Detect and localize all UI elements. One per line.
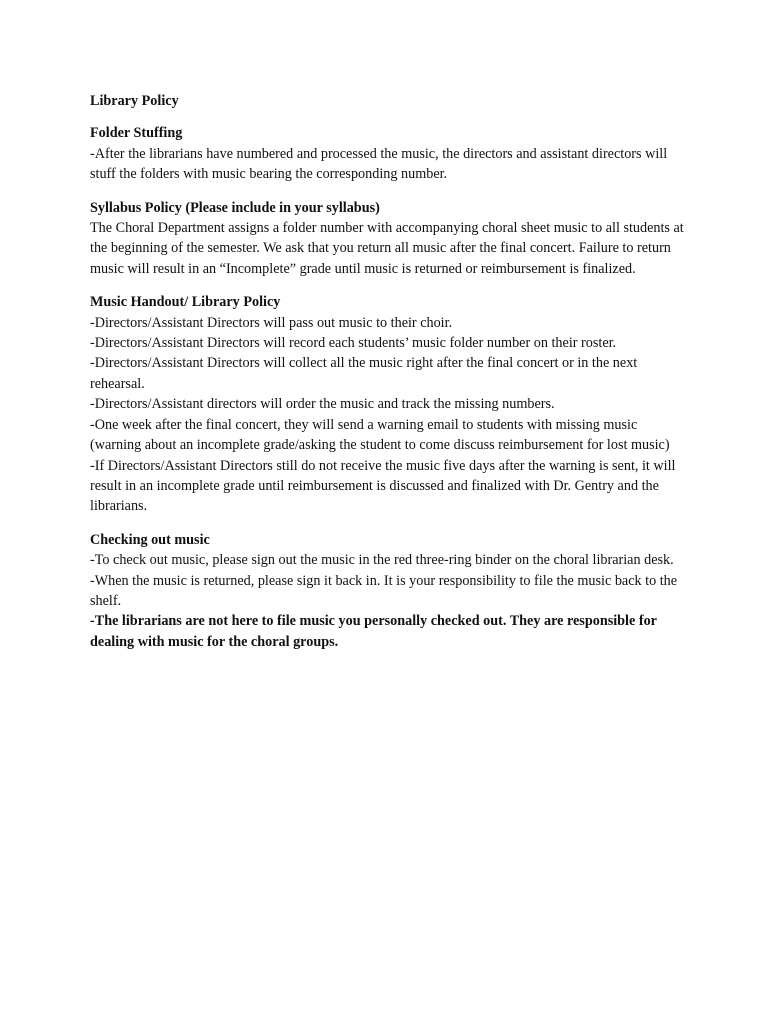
section-music-handout xyxy=(90,292,684,516)
section-checking-out-music xyxy=(90,530,684,652)
paragraph: -After the librarians have numbered and processed the music, the directors and assistant directors will stuff the folders with music bearing the corresponding number. xyxy=(90,145,668,183)
list-item: -Directors/Assistant Directors will record each students’ music folder number on their roster. xyxy=(90,335,617,352)
list-item: -Directors/Assistant Directors will collect all the music right after the final concert or in the next rehearsal. xyxy=(90,355,638,392)
bold-notice: -The librarians are not here to file music you personally checked out. They are responsible for dealing with music for the choral groups. xyxy=(90,613,657,650)
list-item: -If Directors/Assistant Directors still do not receive the music five days after the warning is sent, it will result in an incomplete grade until reimbursement is discussed and finalized with Dr. Gentry and the librarians. xyxy=(90,457,676,515)
list-item: -One week after the final concert, they will send a warning email to students with missing music (warning about an incomplete grade/asking the student to come discuss reimbursement for lost music) xyxy=(90,416,670,454)
list-item: -Directors/Assistant directors will order the music and track the missing numbers. xyxy=(90,396,555,413)
section-folder-stuffing xyxy=(90,123,684,184)
list-item: -Directors/Assistant Directors will pass out music to their choir. xyxy=(90,314,453,331)
document-page xyxy=(90,91,684,665)
document-title: Library Policy xyxy=(90,93,179,109)
paragraph: The Choral Department assigns a folder number with accompanying choral sheet music to all students at the beginning of the semester. We ask that you return all music after the final concert. Failure to return music will result in an “Incomplete” grade until music is returned or reimbursement is finalized. xyxy=(90,220,684,277)
section-syllabus-policy xyxy=(90,198,684,280)
section-heading: Syllabus Policy (Please include in your syllabus) xyxy=(90,199,380,216)
section-heading: Checking out music xyxy=(90,531,210,548)
list-item: -When the music is returned, please sign it back in. It is your responsibility to file the music back to the shelf. xyxy=(90,572,678,609)
list-item: -To check out music, please sign out the music in the red three-ring binder on the choral librarian desk. xyxy=(90,552,674,569)
section-heading: Folder Stuffing xyxy=(90,125,183,142)
section-heading: Music Handout/ Library Policy xyxy=(90,294,281,311)
